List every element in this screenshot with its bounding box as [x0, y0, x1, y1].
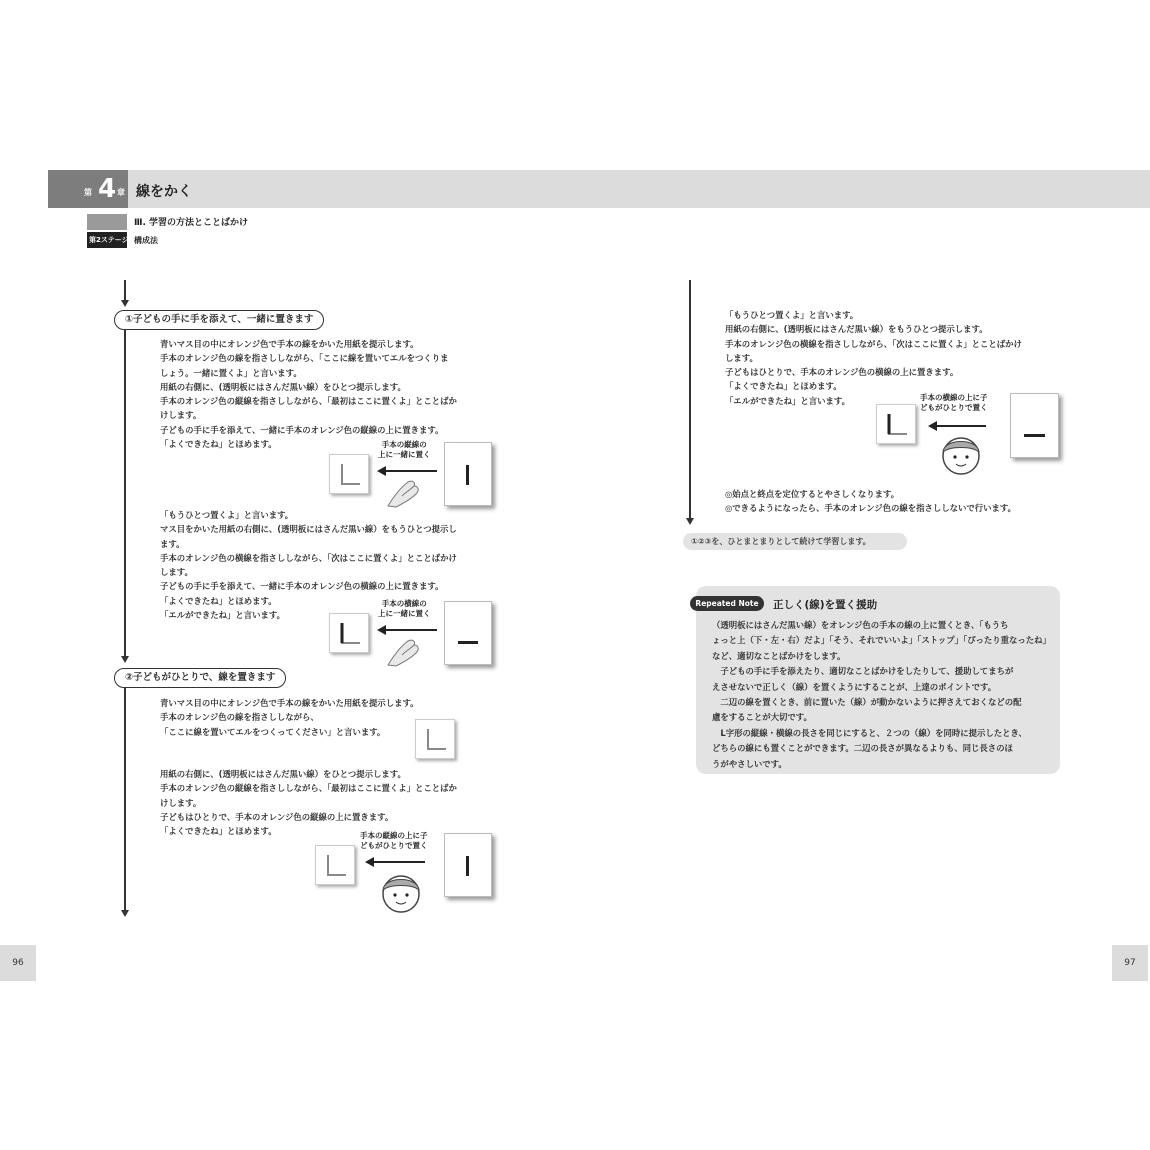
arrow-line — [385, 629, 437, 631]
page-number: 97 — [1112, 945, 1148, 981]
flow-arrow-icon — [121, 300, 129, 307]
horizontal-line-card — [444, 601, 492, 665]
flow-arrow-icon — [686, 518, 694, 525]
chapter-title: 線をかく — [136, 184, 192, 200]
repeated-note-tag: Repeated Note — [690, 596, 764, 611]
chapter-header-bar — [48, 170, 1150, 208]
arrow-line — [373, 861, 425, 863]
vertical-line-card — [444, 442, 492, 506]
step2-paragraph-1: 青いマス目の中にオレンジ色で手本の線をかいた用紙を提示します。 手本のオレンジ色の線を指さししながら、 「ここに線を置いてエルをつくってください」と言います。 — [160, 698, 419, 737]
summary-note: ①②③を、ひとまとまりとして続けて学習します。 — [683, 533, 907, 550]
child-face-icon — [936, 430, 986, 480]
hand-icon — [384, 635, 424, 671]
flow-arrow-icon — [121, 656, 129, 663]
l-shape-sample-card — [329, 613, 369, 653]
tips-list: ◎始点と終点を定位するとやさしくなります。 ◎できるようになったら、手本のオレンジ色の線を指さししないで行います。 — [725, 489, 1016, 514]
l-shape-sample-card — [876, 404, 916, 444]
hand-icon — [384, 476, 424, 512]
note-title: 正しく(線)を置く援助 — [773, 599, 878, 611]
illustration-caption: 手本の横線の上に子 どもがひとりで置く — [920, 393, 988, 412]
arrow-line — [385, 470, 437, 472]
illustration-caption: 手本の横線の 上に一緒に置く — [378, 599, 431, 618]
step1-paragraph-2: 「もうひとつ置くよ」と言います。 マス目をかいた用紙の右側に、(透明板にはさんだ黒い線）をもうひとつ提示し ます。 手本のオレンジ色の横線を指さししながら、「次はここに置くよ」とことばかけ します。 子どもの手に手を添えて、一緒に手本のオレンジ色の横線の上に置きます。 「よくできたね」とほめます。 「エルができたね」と言います。 — [160, 510, 457, 621]
step2-heading: ②子どもがひとりで、線を置きます — [114, 668, 286, 688]
flow-line — [124, 686, 126, 912]
step1-heading: ①子どもの手に手を添えて、一緒に置きます — [114, 310, 324, 330]
step1-paragraph-1: 青いマス目の中にオレンジ色で手本の線をかいた用紙を提示します。 手本のオレンジ色の線を指さししながら、「ここに線を置いてエルをつくりま しょう。一緒に置くよ」と言います。 用紙の右側に、(透明板にはさんだ黒い線）をひとつ提示します。 手本のオレンジ色の縦線を指さししながら、「最初はここに置くよ」とことばか けします。 子どもの手に手を添えて、一緒に手本のオレンジ色の縦線の上に置きます。 「よくできたね」とほめます。 — [160, 339, 457, 450]
section-title: Ⅲ. 学習の方法とことばかけ — [134, 218, 249, 228]
stage-label: 第2ステージ — [89, 236, 129, 244]
horizontal-line-card — [1010, 393, 1059, 458]
flow-arrow-icon — [121, 910, 129, 917]
l-shape-sample-card — [315, 845, 355, 885]
illustration-caption: 手本の縦線の上に子 どもがひとりで置く — [360, 831, 428, 850]
step2-continued-paragraph: 「もうひとつ置くよ」と言います。 用紙の右側に、(透明板にはさんだ黒い線）をもうひとつ提示します。 手本のオレンジ色の横線を指さししながら、「次はここに置くよ」とことばかけ します。 子どもはひとりで、手本のオレンジ色の横線の上に置きます。 「よくできたね」とほめます。 「エルができたね」と言います。 — [725, 310, 1022, 406]
child-face-icon — [376, 868, 426, 918]
flow-line — [689, 280, 691, 520]
flow-line — [124, 326, 126, 658]
method-label: 構成法 — [134, 236, 158, 245]
l-shape-sample-card — [415, 719, 455, 759]
note-body: （透明板にはさんだ黒い線）をオレンジ色の手本の線の上に置くとき、「もうち ょっと上（下・左・右）だよ」「そう、それでいいよ」「ストップ」「ぴったり重なったね」 など、適切なことばかけをします。 子どもの手に手を添えたり、適切なことばかけをしたりして、援助してまちが えさせないで正しく（線）を置くようにすることが、上達のポイントです。 二辺の線を置くとき、前に置いた（線）が動かないように押さえておくなどの配 慮をすることが大切です。 L字形の縦線・横線の長さを同じにすると、２つの（線）を同時に提示したとき、 どちらの線にも置くことができます。二辺の長さが異なるよりも、同じ長さのほ うがやさしいです。 — [712, 620, 1051, 769]
page-number: 96 — [0, 945, 36, 981]
chapter-number: 4 — [98, 174, 117, 204]
illustration-caption: 手本の縦線の 上に一緒に置く — [378, 440, 431, 459]
l-shape-sample-card — [329, 454, 369, 494]
chapter-prefix: 第 — [84, 188, 92, 197]
section-marker — [87, 214, 127, 230]
chapter-suffix: 章 — [117, 188, 125, 197]
vertical-line-card — [444, 833, 492, 897]
step2-paragraph-2: 用紙の右側に、(透明板にはさんだ黒い線）をひとつ提示します。 手本のオレンジ色の縦線を指さししながら、「最初はここに置くよ」とことばか けします。 子どもはひとりで、手本のオレンジ色の縦線の上に置きます。 「よくできたね」とほめます。 — [160, 769, 457, 837]
flow-line — [124, 280, 126, 302]
arrow-line — [936, 425, 986, 427]
